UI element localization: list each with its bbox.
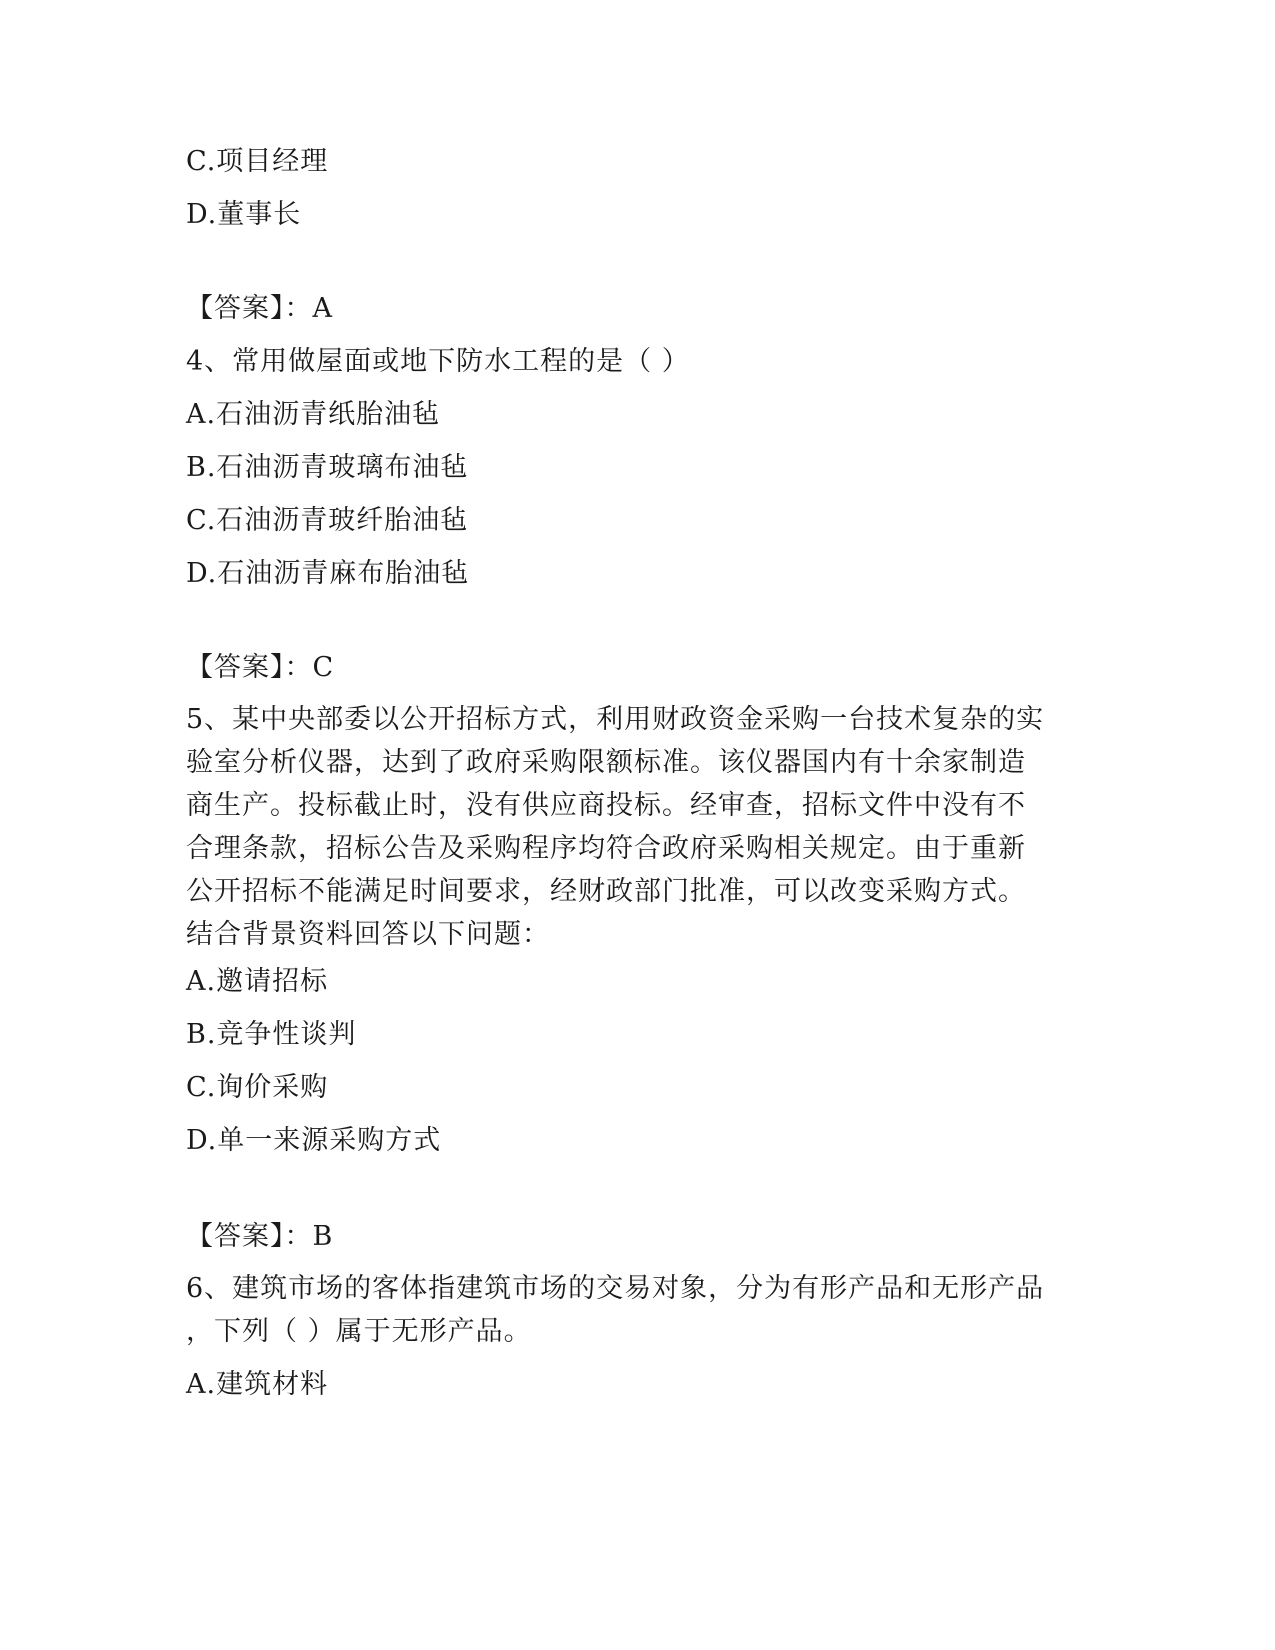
q4-option-d: D.石油沥青麻布胎油毡 xyxy=(186,558,470,589)
q5-stem xyxy=(186,698,1044,956)
q4-option-a: A.石油沥青纸胎油毡 xyxy=(186,399,441,430)
q6-option-a: A.建筑材料 xyxy=(186,1369,329,1400)
q3-option-d: D.董事长 xyxy=(186,199,302,230)
q4-option-b: B.石油沥青玻璃布油毡 xyxy=(186,452,469,483)
q5-stem-line: 5、某中央部委以公开招标方式，利用财政资金采购一台技术复杂的实 xyxy=(186,704,1045,735)
q5-option-d: D.单一来源采购方式 xyxy=(186,1125,442,1156)
q6-stem xyxy=(186,1267,1044,1353)
q5-answer: 【答案】：B xyxy=(186,1221,334,1252)
q4-answer: 【答案】：C xyxy=(186,652,335,683)
q5-stem-line: 公开招标不能满足时间要求，经财政部门批准，可以改变采购方式。 xyxy=(186,876,1026,907)
q5-stem-line: 结合背景资料回答以下问题： xyxy=(186,919,550,950)
q5-option-b: B.竞争性谈判 xyxy=(186,1019,357,1050)
q6-stem-line: 6、建筑市场的客体指建筑市场的交易对象，分为有形产品和无形产品 xyxy=(186,1273,1045,1304)
q5-stem-line: 验室分析仪器，达到了政府采购限额标准。该仪器国内有十余家制造 xyxy=(186,747,1026,778)
q5-stem-line: 合理条款，招标公告及采购程序均符合政府采购相关规定。由于重新 xyxy=(186,833,1026,864)
q3-option-c: C.项目经理 xyxy=(186,146,329,177)
q4-stem: 4、常用做屋面或地下防水工程的是（ ） xyxy=(186,346,690,377)
q3-answer: 【答案】：A xyxy=(186,293,333,324)
q5-option-a: A.邀请招标 xyxy=(186,966,329,997)
q4-option-c: C.石油沥青玻纤胎油毡 xyxy=(186,505,469,536)
q5-option-c: C.询价采购 xyxy=(186,1072,329,1103)
q6-stem-line: ，下列（ ）属于无形产品。 xyxy=(186,1316,532,1347)
q5-stem-line: 商生产。投标截止时，没有供应商投标。经审查，招标文件中没有不 xyxy=(186,790,1026,821)
